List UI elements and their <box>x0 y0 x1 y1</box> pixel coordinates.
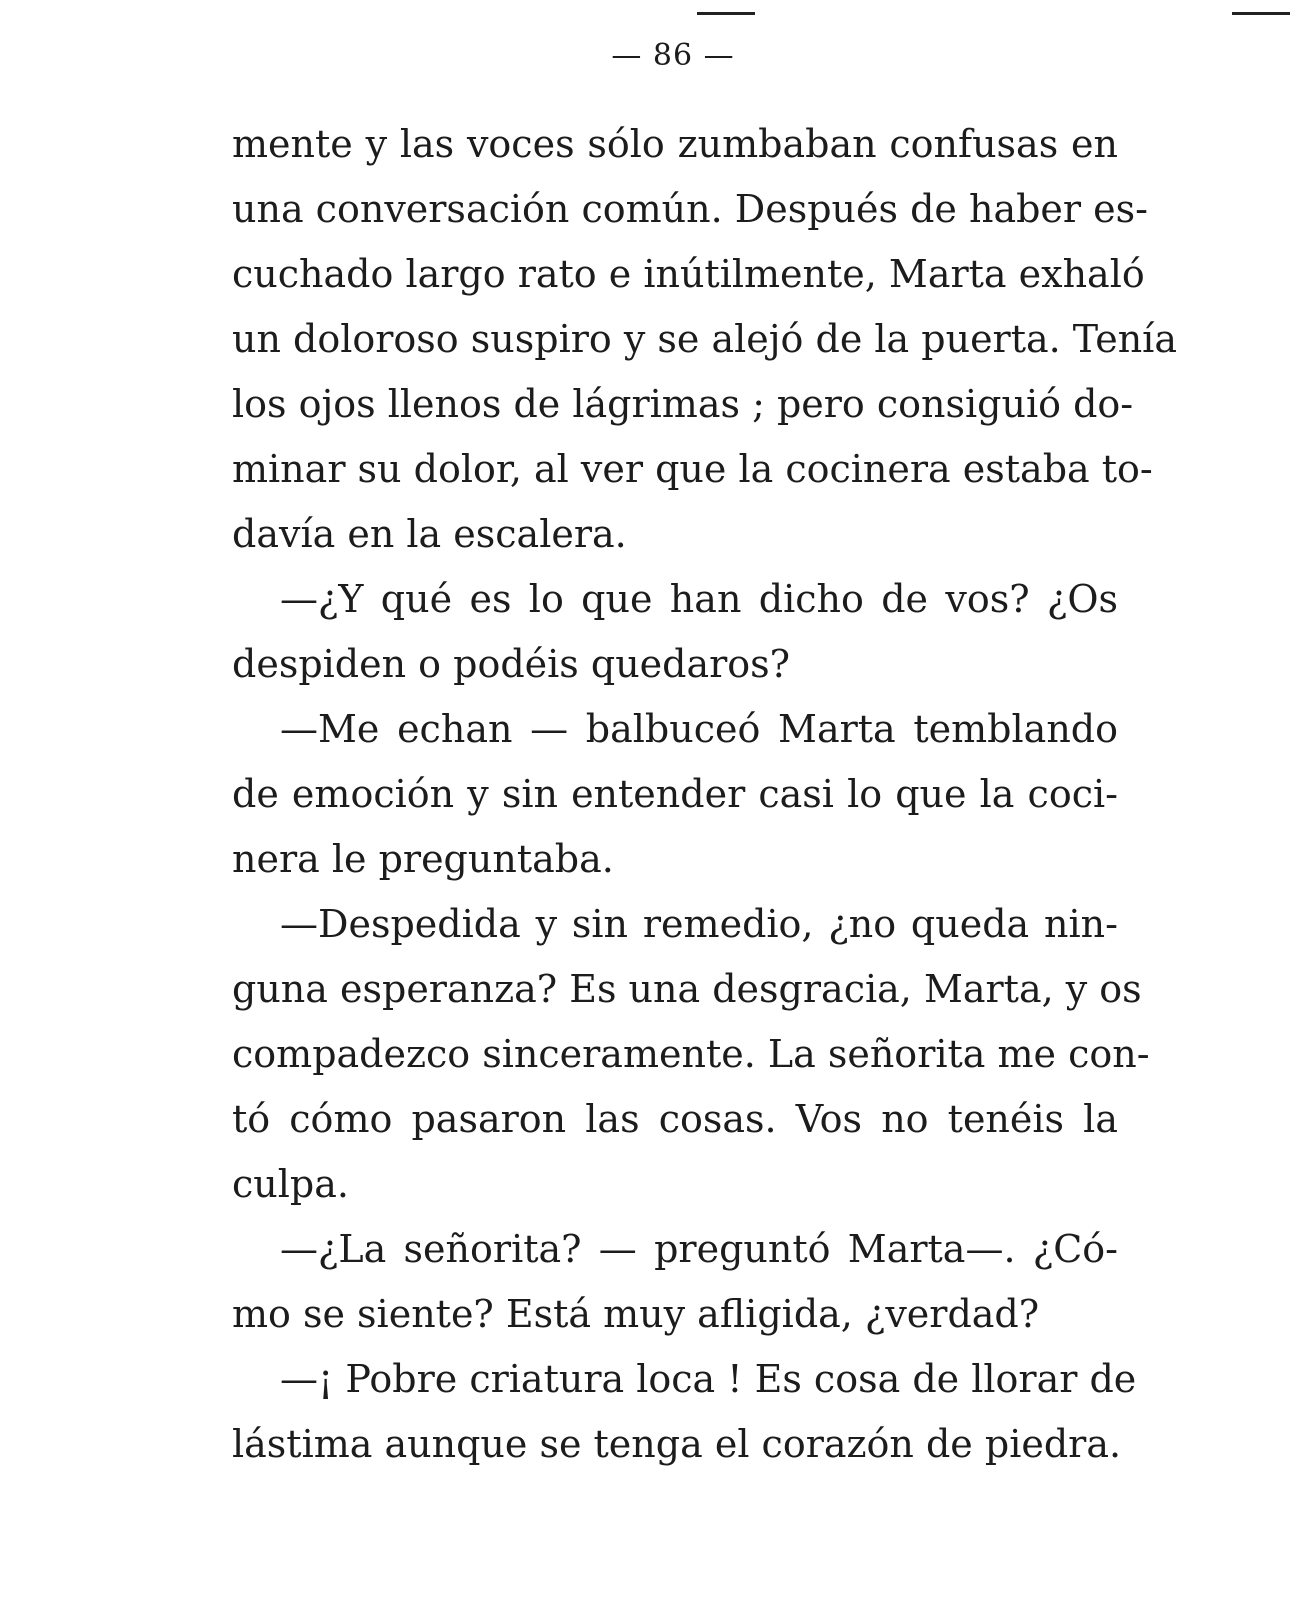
text-line: despiden o podéis quedaros? <box>232 642 791 686</box>
text-line: compadezco sinceramente. La señorita me con- <box>232 1032 1150 1076</box>
top-rule-center <box>697 12 755 15</box>
text-line: nera le preguntaba. <box>232 837 614 881</box>
paragraph <box>232 112 1177 567</box>
text-line: —¡ Pobre criatura loca ! Es cosa de llorar de <box>280 1357 1137 1401</box>
top-rule-right <box>1232 12 1290 15</box>
text-line: lástima aunque se tenga el corazón de piedra. <box>232 1422 1122 1466</box>
text-line: —¿La señorita? — preguntó Marta—. ¿Có- <box>280 1227 1118 1271</box>
paragraph <box>232 1347 1137 1477</box>
text-line: culpa. <box>232 1162 349 1206</box>
text-line: un doloroso suspiro y se alejó de la puerta. Tenía <box>232 317 1177 361</box>
text-line: mo se siente? Está muy afligida, ¿verdad? <box>232 1292 1040 1336</box>
text-line: —Despedida y sin remedio, ¿no queda nin- <box>280 902 1118 946</box>
text-line: davía en la escalera. <box>232 512 627 556</box>
page-number: — 86 — <box>611 38 735 73</box>
paragraph <box>232 892 1150 1217</box>
text-line: los ojos llenos de lágrimas ; pero consiguió do- <box>232 382 1134 426</box>
text-body <box>232 112 1177 1477</box>
text-line: guna esperanza? Es una desgracia, Marta, y os <box>232 967 1142 1011</box>
paragraph <box>232 697 1118 892</box>
text-line: tó cómo pasaron las cosas. Vos no tenéis la <box>232 1097 1118 1141</box>
text-line: una conversación común. Después de haber es- <box>232 187 1148 231</box>
text-line: —Me echan — balbuceó Marta temblando <box>280 707 1118 751</box>
paragraph <box>232 1217 1118 1347</box>
text-line: minar su dolor, al ver que la cocinera estaba to- <box>232 447 1153 491</box>
paragraph <box>232 567 1118 697</box>
text-line: mente y las voces sólo zumbaban confusas en <box>232 122 1118 166</box>
text-line: —¿Y qué es lo que han dicho de vos? ¿Os <box>280 577 1118 621</box>
text-line: cuchado largo rato e inútilmente, Marta exhaló <box>232 252 1145 296</box>
text-line: de emoción y sin entender casi lo que la coci- <box>232 772 1118 816</box>
